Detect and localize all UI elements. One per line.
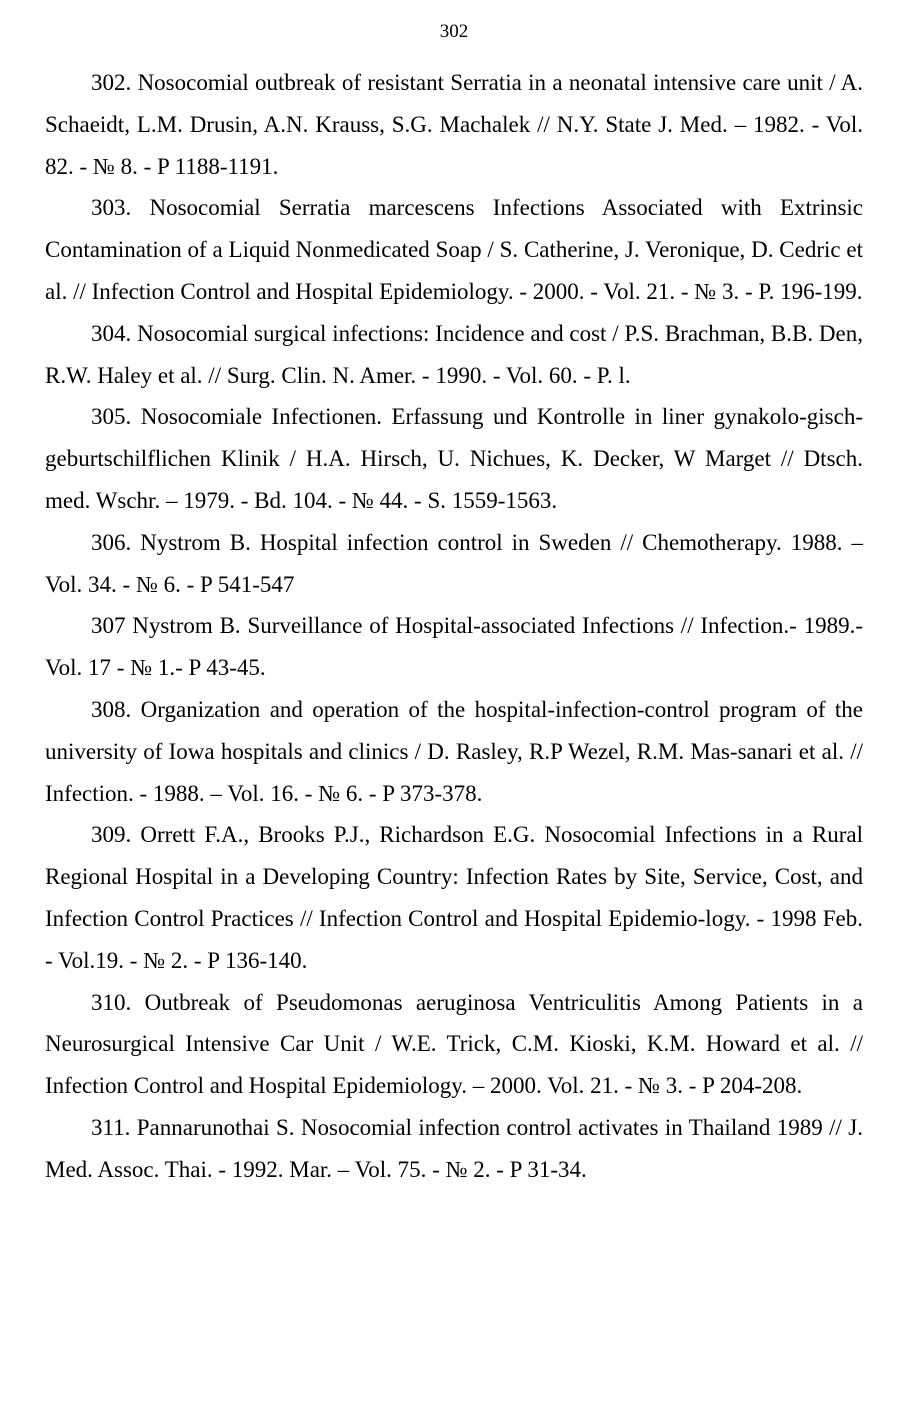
reference-item: 305. Nosocomiale Infectionen. Erfassung und Kontrolle in liner gynakolo-gisch-geburtschilflichen Klinik / H.A. Hirsch, U. Nichues, K. Decker, W Marget // Dtsch. med. Wschr. – 1979. - Bd. 104. - № 44. - S. 1559-1563.	[45, 404, 863, 513]
page-number: 302	[439, 21, 469, 42]
reference-item: 308. Organization and operation of the hospital-infection-control program of the university of Iowa hospitals and clinics / D. Rasley, R.P Wezel, R.M. Mas-sanari et al. // Infection. - 1988. – Vol. 16. - № 6. - P 373-378.	[45, 696, 863, 806]
reference-item: 309. Orrett F.A., Brooks P.J., Richardson E.G. Nosocomial Infections in a Rural Regional Hospital in a Developing Country: Infection Rates by Site, Service, Cost, and Infection Control Practices // Infection Control and Hospital Epidemio-logy. - 1998 Feb. - Vol.19. - № 2. - P 136-140.	[45, 822, 863, 973]
reference-item: 304. Nosocomial surgical infections: Incidence and cost / P.S. Brachman, B.B. Den, R.W. Haley et al. // Surg. Clin. N. Amer. - 1990. - Vol. 60. - P. l.	[45, 320, 863, 388]
reference-item: 306. Nystrom B. Hospital infection control in Sweden // Chemotherapy. 1988. – Vol. 34. - № 6. - P 541-547	[45, 529, 863, 597]
reference-item: 311. Pannarunothai S. Nosocomial infection control activates in Thailand 1989 // J. Med. Assoc. Thai. - 1992. Mar. – Vol. 75. - № 2. - P 31-34.	[45, 1114, 863, 1182]
reference-item: 307 Nystrom B. Surveillance of Hospital-associated Infections // Infection.- 1989.- Vol. 17 - № 1.- P 43-45.	[45, 613, 863, 681]
reference-item: 310. Outbreak of Pseudomonas aeruginosa Ventriculitis Among Patients in a Neurosurgical Intensive Car Unit / W.E. Trick, C.M. Kioski, K.M. Howard et al. // Infection Control and Hospital Epidemiology. – 2000. Vol. 21. - № 3. - P 204-208.	[45, 989, 863, 1099]
reference-item: 303. Nosocomial Serratia marcescens Infections Associated with Extrinsic Contamination of a Liquid Nonmedicated Soap / S. Catherine, J. Veronique, D. Cedric et al. // Infection Control and Hospital Epidemiology. - 2000. - Vol. 21. - № 3. - P. 196-199.	[45, 195, 863, 304]
reference-item: 302. Nosocomial outbreak of resistant Serratia in a neonatal intensive care unit / A. Schaeidt, L.M. Drusin, A.N. Krauss, S.G. Machalek // N.Y. State J. Med. – 1982. - Vol. 82. - № 8. - P 1188-1191.	[45, 70, 863, 179]
reference-list	[45, 62, 863, 1191]
